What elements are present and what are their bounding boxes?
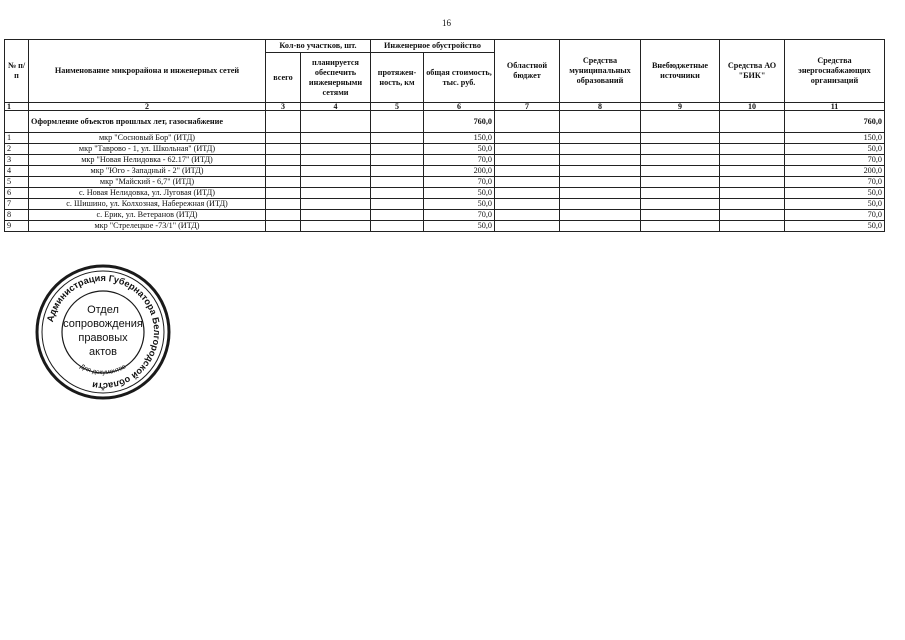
col-header-plots-group: Кол-во участков, шт. xyxy=(266,40,371,53)
col-header-regional-budget: Областной бюджет xyxy=(495,40,560,103)
seal-ring-textpath: Администрация Губернатора Белгородской области xyxy=(45,272,163,392)
row-energy: 50,0 xyxy=(785,221,885,232)
row-name: мкр "Сосновый Бор" (ИТД) xyxy=(29,133,266,144)
table-row xyxy=(5,210,885,221)
row-name: мкр "Новая Нелидовка - 62.17" (ИТД) xyxy=(29,155,266,166)
row-empty xyxy=(266,199,301,210)
row-empty xyxy=(301,210,371,221)
row-number: 8 xyxy=(5,210,29,221)
group-cell xyxy=(371,111,424,133)
row-cost: 150,0 xyxy=(424,133,495,144)
row-empty xyxy=(266,177,301,188)
row-empty xyxy=(301,221,371,232)
row-empty xyxy=(560,221,641,232)
col-header-cost: общая стоимость, тыс. руб. xyxy=(424,53,495,103)
row-energy: 50,0 xyxy=(785,144,885,155)
row-empty xyxy=(641,177,720,188)
column-number: 5 xyxy=(371,103,424,111)
table-row xyxy=(5,199,885,210)
row-empty xyxy=(371,199,424,210)
row-empty xyxy=(371,177,424,188)
row-name: мкр "Майский - 6,7" (ИТД) xyxy=(29,177,266,188)
row-empty xyxy=(720,188,785,199)
row-name: с. Шишино, ул. Колхозная, Набережная (ИТД) xyxy=(29,199,266,210)
row-empty xyxy=(560,188,641,199)
col-header-municipal-funds: Средства муниципальных образований xyxy=(560,40,641,103)
table-row xyxy=(5,155,885,166)
row-empty xyxy=(371,133,424,144)
group-cell xyxy=(301,111,371,133)
seal-center-line: сопровождения xyxy=(63,318,143,330)
row-number: 3 xyxy=(5,155,29,166)
row-empty xyxy=(641,133,720,144)
col-header-energy-funds: Средства энергоснабжающих организаций xyxy=(785,40,885,103)
row-empty xyxy=(495,221,560,232)
row-empty xyxy=(641,210,720,221)
row-empty xyxy=(641,166,720,177)
column-number: 4 xyxy=(301,103,371,111)
row-cost: 200,0 xyxy=(424,166,495,177)
row-empty xyxy=(266,221,301,232)
row-empty xyxy=(301,133,371,144)
row-empty xyxy=(371,221,424,232)
row-empty xyxy=(266,166,301,177)
official-seal xyxy=(33,262,173,402)
row-empty xyxy=(495,188,560,199)
col-header-num: № п/п xyxy=(5,40,29,103)
row-energy: 70,0 xyxy=(785,177,885,188)
row-empty xyxy=(301,144,371,155)
row-energy: 50,0 xyxy=(785,188,885,199)
row-name: мкр "Юго - Западный - 2" (ИТД) xyxy=(29,166,266,177)
row-empty xyxy=(641,199,720,210)
group-cell xyxy=(720,111,785,133)
row-name: с. Ерик, ул. Ветеранов (ИТД) xyxy=(29,210,266,221)
col-header-engineering-group: Инженерное обустройство xyxy=(371,40,495,53)
row-empty xyxy=(266,144,301,155)
column-number: 1 xyxy=(5,103,29,111)
row-energy: 150,0 xyxy=(785,133,885,144)
group-cell xyxy=(641,111,720,133)
row-number: 1 xyxy=(5,133,29,144)
seal-center-line: правовых xyxy=(78,332,128,344)
group-cell xyxy=(266,111,301,133)
row-empty xyxy=(371,210,424,221)
row-empty xyxy=(560,199,641,210)
column-number: 11 xyxy=(785,103,885,111)
column-number: 2 xyxy=(29,103,266,111)
table-row xyxy=(5,188,885,199)
row-name: с. Новая Нелидовка, ул. Луговая (ИТД) xyxy=(29,188,266,199)
column-number: 3 xyxy=(266,103,301,111)
col-header-length: протяжен-ность, км xyxy=(371,53,424,103)
row-energy: 70,0 xyxy=(785,155,885,166)
row-energy: 70,0 xyxy=(785,210,885,221)
col-header-off-budget: Внебюджетные источники xyxy=(641,40,720,103)
row-empty xyxy=(641,221,720,232)
table-row xyxy=(5,177,885,188)
row-cost: 50,0 xyxy=(424,199,495,210)
row-empty xyxy=(266,155,301,166)
row-number: 2 xyxy=(5,144,29,155)
row-empty xyxy=(371,155,424,166)
row-empty xyxy=(371,144,424,155)
seal-center-line: Отдел xyxy=(87,304,119,316)
row-empty xyxy=(266,210,301,221)
table-row xyxy=(5,166,885,177)
row-empty xyxy=(720,144,785,155)
row-empty xyxy=(720,166,785,177)
group-row xyxy=(5,111,885,133)
row-empty xyxy=(495,210,560,221)
seal-center-line: актов xyxy=(89,346,117,358)
row-cost: 70,0 xyxy=(424,177,495,188)
row-empty xyxy=(560,166,641,177)
row-empty xyxy=(301,188,371,199)
row-number: 9 xyxy=(5,221,29,232)
row-empty xyxy=(495,177,560,188)
row-empty xyxy=(560,155,641,166)
row-empty xyxy=(720,221,785,232)
row-number: 4 xyxy=(5,166,29,177)
row-empty xyxy=(560,210,641,221)
group-cell xyxy=(5,111,29,133)
row-energy: 50,0 xyxy=(785,199,885,210)
row-cost: 50,0 xyxy=(424,144,495,155)
row-empty xyxy=(371,166,424,177)
group-cell xyxy=(560,111,641,133)
row-energy: 200,0 xyxy=(785,166,885,177)
group-label: Оформление объектов прошлых лет, газоснабжение xyxy=(29,111,266,133)
seal-star: * xyxy=(101,386,105,397)
row-empty xyxy=(720,177,785,188)
row-empty xyxy=(301,199,371,210)
column-number: 10 xyxy=(720,103,785,111)
row-cost: 70,0 xyxy=(424,210,495,221)
engineering-networks-table xyxy=(4,39,885,232)
row-empty xyxy=(560,133,641,144)
row-empty xyxy=(720,199,785,210)
row-name: мкр "Таврово - 1, ул. Школьная" (ИТД) xyxy=(29,144,266,155)
col-header-bik-funds: Средства АО "БИК" xyxy=(720,40,785,103)
row-empty xyxy=(266,133,301,144)
table-row xyxy=(5,144,885,155)
table-row xyxy=(5,221,885,232)
row-empty xyxy=(641,188,720,199)
row-cost: 70,0 xyxy=(424,155,495,166)
row-empty xyxy=(495,144,560,155)
row-empty xyxy=(641,144,720,155)
group-energy: 760,0 xyxy=(785,111,885,133)
row-number: 5 xyxy=(5,177,29,188)
group-cost: 760,0 xyxy=(424,111,495,133)
col-header-total: всего xyxy=(266,53,301,103)
column-number: 7 xyxy=(495,103,560,111)
col-header-name: Наименование микрорайона и инженерных сетей xyxy=(29,40,266,103)
row-name: мкр "Стрелецкое -73/1" (ИТД) xyxy=(29,221,266,232)
row-empty xyxy=(266,188,301,199)
group-cell xyxy=(495,111,560,133)
column-number: 6 xyxy=(424,103,495,111)
row-empty xyxy=(301,155,371,166)
column-number: 9 xyxy=(641,103,720,111)
row-empty xyxy=(720,155,785,166)
row-number: 6 xyxy=(5,188,29,199)
row-empty xyxy=(560,177,641,188)
row-empty xyxy=(720,210,785,221)
column-number: 8 xyxy=(560,103,641,111)
row-cost: 50,0 xyxy=(424,221,495,232)
row-cost: 50,0 xyxy=(424,188,495,199)
seal-bottom-textpath: Для документов xyxy=(78,363,128,377)
row-empty xyxy=(495,133,560,144)
row-empty xyxy=(301,166,371,177)
row-number: 7 xyxy=(5,199,29,210)
table-row xyxy=(5,133,885,144)
row-empty xyxy=(301,177,371,188)
row-empty xyxy=(560,144,641,155)
row-empty xyxy=(371,188,424,199)
page-number: 16 xyxy=(442,18,451,28)
col-header-planned: планируется обеспечить инженерными сетями xyxy=(301,53,371,103)
row-empty xyxy=(720,133,785,144)
row-empty xyxy=(495,199,560,210)
row-empty xyxy=(641,155,720,166)
seal-bottom-text xyxy=(79,363,128,376)
row-empty xyxy=(495,155,560,166)
row-empty xyxy=(495,166,560,177)
